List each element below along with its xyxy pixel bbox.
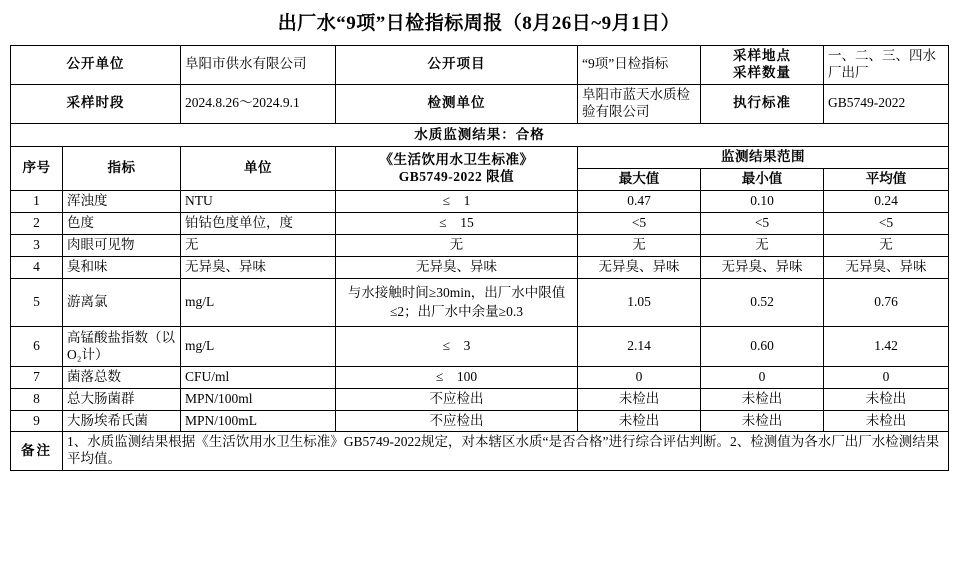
- table-row: [11, 388, 949, 410]
- row-indicator: 臭和味: [63, 256, 181, 278]
- row-max: 1.05: [578, 278, 701, 326]
- header-min: 最小值: [701, 169, 824, 191]
- header-indicator: 指标: [63, 147, 181, 191]
- info-row-1: [11, 46, 949, 85]
- row-index: 2: [11, 213, 63, 235]
- row-index: 7: [11, 366, 63, 388]
- row-limit: 与水接触时间≥30min，出厂水中限值≤2；出厂水中余量≥0.3: [336, 278, 578, 326]
- row-index: 6: [11, 326, 63, 366]
- public-unit-value: 阜阳市供水有限公司: [181, 46, 336, 85]
- row-unit: MPN/100ml: [181, 388, 336, 410]
- row-avg: 0: [824, 366, 949, 388]
- header-index: 序号: [11, 147, 63, 191]
- row-min: 无: [701, 234, 824, 256]
- table-row: [11, 256, 949, 278]
- row-max: 未检出: [578, 410, 701, 432]
- row-avg: <5: [824, 213, 949, 235]
- row-unit: 铂钴色度单位，度: [181, 213, 336, 235]
- row-max: 无: [578, 234, 701, 256]
- row-indicator: 游离氯: [63, 278, 181, 326]
- sample-site-label-line2: 采样数量: [733, 64, 791, 80]
- row-max: 2.14: [578, 326, 701, 366]
- row-min: 0.60: [701, 326, 824, 366]
- row-indicator: 浑浊度: [63, 191, 181, 213]
- row-index: 4: [11, 256, 63, 278]
- row-unit: MPN/100mL: [181, 410, 336, 432]
- row-unit: CFU/ml: [181, 366, 336, 388]
- header-range-group: 监测结果范围: [578, 147, 949, 169]
- row-limit: 无: [336, 234, 578, 256]
- row-index: 9: [11, 410, 63, 432]
- row-index: 3: [11, 234, 63, 256]
- row-index: 5: [11, 278, 63, 326]
- header-avg: 平均值: [824, 169, 949, 191]
- row-unit: mg/L: [181, 326, 336, 366]
- header-max: 最大值: [578, 169, 701, 191]
- row-limit: 无异臭、异味: [336, 256, 578, 278]
- header-limit: [336, 147, 578, 191]
- header-unit: 单位: [181, 147, 336, 191]
- testing-unit-value: 阜阳市蓝天水质检验有限公司: [578, 84, 701, 123]
- testing-unit-label: 检测单位: [336, 84, 578, 123]
- row-limit: ≤ 3: [336, 326, 578, 366]
- standard-label: 执行标准: [701, 84, 824, 123]
- row-indicator: 菌落总数: [63, 366, 181, 388]
- row-indicator: 总大肠菌群: [63, 388, 181, 410]
- row-unit: mg/L: [181, 278, 336, 326]
- public-unit-label: 公开单位: [11, 46, 181, 85]
- row-index: 8: [11, 388, 63, 410]
- sample-period-label: 采样时段: [11, 84, 181, 123]
- row-avg: 未检出: [824, 410, 949, 432]
- row-min: <5: [701, 213, 824, 235]
- remark-row: [11, 432, 949, 471]
- row-min: 0.10: [701, 191, 824, 213]
- row-min: 0: [701, 366, 824, 388]
- row-min: 未检出: [701, 388, 824, 410]
- table-row: [11, 191, 949, 213]
- row-min: 未检出: [701, 410, 824, 432]
- report-table: [10, 45, 949, 471]
- row-limit: 不应检出: [336, 410, 578, 432]
- row-avg: 无异臭、异味: [824, 256, 949, 278]
- table-row: [11, 278, 949, 326]
- row-avg: 无: [824, 234, 949, 256]
- row-unit: 无异臭、异味: [181, 256, 336, 278]
- row-max: <5: [578, 213, 701, 235]
- row-avg: 0.76: [824, 278, 949, 326]
- table-row: [11, 410, 949, 432]
- row-indicator: 大肠埃希氏菌: [63, 410, 181, 432]
- row-max: 0.47: [578, 191, 701, 213]
- table-row: [11, 326, 949, 366]
- header-limit-line2: GB5749-2022 限值: [398, 168, 515, 184]
- row-unit: 无: [181, 234, 336, 256]
- row-min: 无异臭、异味: [701, 256, 824, 278]
- row-max: 0: [578, 366, 701, 388]
- standard-value: GB5749-2022: [824, 84, 949, 123]
- row-avg: 未检出: [824, 388, 949, 410]
- row-indicator: 肉眼可见物: [63, 234, 181, 256]
- remark-label: 备注: [11, 432, 63, 471]
- info-row-2: [11, 84, 949, 123]
- row-indicator: 色度: [63, 213, 181, 235]
- row-index: 1: [11, 191, 63, 213]
- row-indicator: 高锰酸盐指数（以 O₂计）: [63, 326, 181, 366]
- table-row: [11, 234, 949, 256]
- row-limit: ≤ 100: [336, 366, 578, 388]
- table-header-row-1: [11, 147, 949, 169]
- table-row: [11, 213, 949, 235]
- sample-period-value: 2024.8.26～2024.9.1: [181, 84, 336, 123]
- row-max: 未检出: [578, 388, 701, 410]
- result-banner: 水质监测结果：合格: [11, 123, 949, 147]
- row-limit: ≤ 1: [336, 191, 578, 213]
- row-avg: 1.42: [824, 326, 949, 366]
- remark-text: 1、水质监测结果根据《生活饮用水卫生标准》GB5749-2022规定，对本辖区水质“是否合格”进行综合评估判断。2、检测值为各水厂出厂水检测结果平均值。: [63, 432, 949, 471]
- sample-site-value: 一、二、三、四水厂出厂: [824, 46, 949, 85]
- row-avg: 0.24: [824, 191, 949, 213]
- row-max: 无异臭、异味: [578, 256, 701, 278]
- public-project-value: “9项”日检指标: [578, 46, 701, 85]
- row-limit: ≤ 15: [336, 213, 578, 235]
- row-unit: NTU: [181, 191, 336, 213]
- result-banner-row: [11, 123, 949, 147]
- public-project-label: 公开项目: [336, 46, 578, 85]
- row-limit: 不应检出: [336, 388, 578, 410]
- sample-site-label-line1: 采样地点: [733, 48, 791, 63]
- page-title: 出厂水“9项”日检指标周报（8月26日~9月1日）: [277, 13, 681, 34]
- header-limit-line1: 《生活饮用水卫生标准》: [379, 151, 534, 167]
- row-min: 0.52: [701, 278, 824, 326]
- sample-site-label: [701, 46, 824, 85]
- table-row: [11, 366, 949, 388]
